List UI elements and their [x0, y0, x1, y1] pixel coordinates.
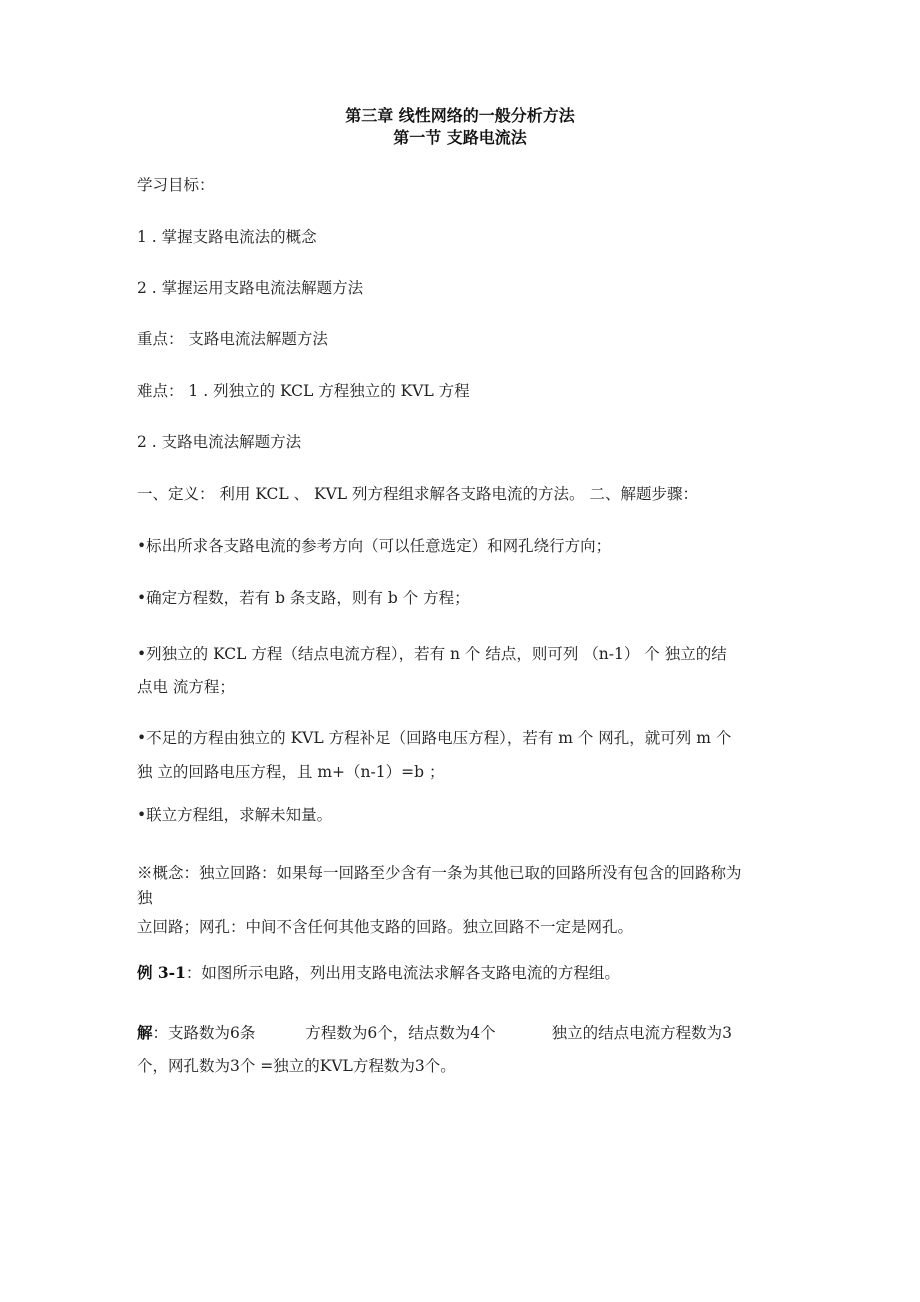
example-text: ：如图所示电路，列出用支路电流法求解各支路电流的方程组。 — [185, 964, 620, 982]
step-item-cont: 点电 流方程； — [137, 678, 235, 696]
solution-line: 个，网孔数为3个 =独立的KVL方程数为3个。 — [137, 1057, 456, 1075]
solution-part: 独立的结点电流方程数为3 — [551, 1024, 732, 1042]
definition: 一、定义： 利用 KCL 、 KVL 列方程组求解各支路电流的方法。 二、解题步骤： — [137, 485, 698, 503]
objective-item: 1 . 掌握支路电流法的概念 — [137, 228, 317, 246]
solution-line — [137, 1023, 732, 1043]
example-line — [137, 963, 620, 983]
concept-line: 立回路；网孔：中间不含任何其他支路的回路。独立回路不一定是网孔。 — [137, 918, 634, 936]
example-label: 例 3-1 — [137, 963, 186, 982]
objectives-heading: 学习目标： — [137, 176, 215, 194]
key-point: 重点： 支路电流法解题方法 — [137, 330, 328, 348]
step-item: •确定方程数，若有 b 条支路，则有 b 个 方程； — [137, 589, 470, 607]
step-item: •列独立的 KCL 方程（结点电流方程），若有 n 个 结点，则可列 （n-1） 个 独立的结 — [137, 645, 727, 663]
section-title: 第一节 支路电流法 — [393, 128, 527, 147]
step-item-cont: 独 立的回路电压方程，且 m+（n-1）=b ； — [137, 763, 445, 781]
step-item: •不足的方程由独立的 KVL 方程补足（回路电压方程），若有 m 个 网孔，就可列 m 个 — [137, 729, 732, 747]
chapter-title: 第三章 线性网络的一般分析方法 — [345, 106, 575, 125]
concept-line: ※概念：独立回路：如果每一回路至少含有一条为其他已取的回路所没有包含的回路称为 — [137, 864, 742, 882]
solution-part: 方程数为6个，结点数为4个 — [305, 1024, 496, 1042]
difficulty-line: 难点： 1 . 列独立的 KCL 方程独立的 KVL 方程 — [137, 382, 470, 400]
solution-label: 解 — [137, 1023, 153, 1042]
step-item: •联立方程组，求解未知量。 — [137, 806, 333, 824]
solution-part: ：支路数为6条 — [152, 1024, 256, 1042]
difficulty-line: 2 . 支路电流法解题方法 — [137, 433, 302, 451]
step-item: •标出所求各支路电流的参考方向（可以任意选定）和网孔绕行方向； — [137, 537, 612, 555]
concept-line: 独 — [137, 889, 153, 907]
objective-item: 2 . 掌握运用支路电流法解题方法 — [137, 279, 364, 297]
